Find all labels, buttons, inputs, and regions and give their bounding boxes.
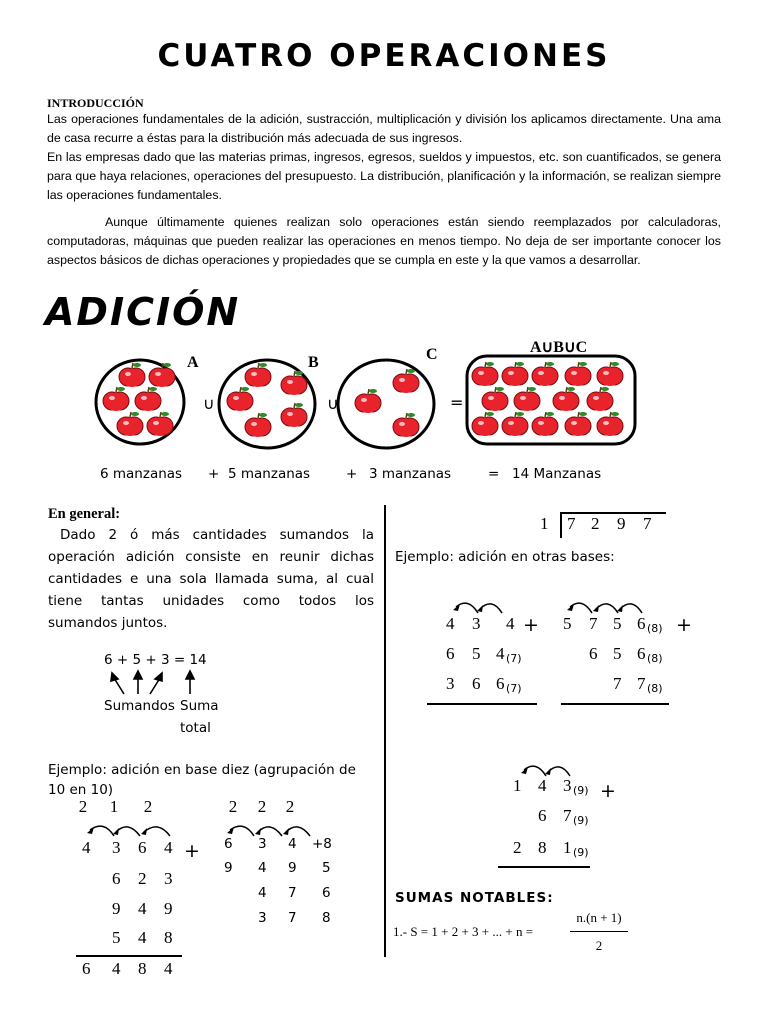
set-c-label: C <box>426 346 438 363</box>
notable-sums-heading: SUMAS NOTABLES: <box>395 890 554 906</box>
label-total: total <box>180 720 211 736</box>
equation-arrows <box>100 668 210 700</box>
set-b-label: B <box>308 354 319 371</box>
ex9-sum-line <box>498 866 590 868</box>
ex7-plus: + <box>523 614 539 636</box>
count-total: 14 Manzanas <box>512 466 602 482</box>
ex2-carry-arrows <box>224 818 324 840</box>
ex8-sum-line <box>561 703 669 705</box>
count-equals: = <box>488 466 500 482</box>
notable-formula-left: 1.- S = 1 + 2 + 3 + ... + n = <box>393 924 534 939</box>
count-a: 6 manzanas <box>100 466 183 482</box>
example-equation: 6 + 5 + 3 = 14 <box>104 652 207 668</box>
top-number: 1 7 2 9 7 <box>540 514 652 533</box>
general-heading: En general: <box>48 506 121 522</box>
top-number-line <box>560 512 666 514</box>
union-symbol-2: ∪ <box>327 394 339 413</box>
label-suma: Suma <box>180 698 219 714</box>
ex1-carry-2: 1 <box>109 797 119 816</box>
count-plus-2: + <box>346 466 358 482</box>
top-number-bar <box>560 512 562 538</box>
equals-symbol: = <box>450 393 464 412</box>
base-ten-caption: Ejemplo: adición en base diez (agrupación de 10 en 10) <box>48 762 356 798</box>
ex1-carry-arrows <box>82 818 182 840</box>
ex1-plus: + <box>184 840 200 862</box>
intro-paragraph-1: Las operaciones fundamentales de la adición, sustracción, multiplicación y división los aplicamos directamente. Una ama de casa recurre a éstas para la distribución más adecuada de sus ingresos. <box>47 112 721 145</box>
other-bases-caption: Ejemplo: adición en otras bases: <box>395 549 615 565</box>
general-text: Dado 2 ó más cantidades sumandos la operación adición consiste en reunir dichas cantidades e una sola llamada suma, al cual tiene tantas unidades como todos los sumandos juntos. <box>48 527 374 631</box>
set-union-label: A∪B∪C <box>530 339 588 356</box>
count-c: 3 manzanas <box>369 466 452 482</box>
section-title: ADICIÓN <box>45 290 241 334</box>
intro-paragraph-2: En las empresas dado que las materias primas, ingresos, egresos, sueldos y impuestos, etc. son cuantificados, se genera para que haya relaciones, operaciones del presupuesto. La distribución, planificación y la información, se realizan siempre las operaciones fundamentales. <box>47 150 721 202</box>
ex2-carry-2: 2 <box>257 797 267 816</box>
ex7-sum-line <box>427 703 537 705</box>
set-c <box>338 360 434 448</box>
ex1-sum-line <box>76 955 182 957</box>
ex9-plus: + <box>600 780 616 802</box>
notable-fraction-bar <box>570 931 628 932</box>
count-plus-1: + <box>208 466 220 482</box>
sets-diagram <box>90 340 650 455</box>
notable-denominator: 2 <box>595 938 603 953</box>
count-b: 5 manzanas <box>228 466 311 482</box>
ex8-plus: + <box>676 614 692 636</box>
column-divider <box>384 505 386 957</box>
notable-numerator: n.(n + 1) <box>576 910 622 925</box>
page-title: CUATRO OPERACIONES <box>157 38 611 74</box>
intro-heading: INTRODUCCIÓN <box>47 96 144 110</box>
union-symbol-1: ∪ <box>203 394 215 413</box>
ex1-carry-1: 2 <box>78 797 88 816</box>
ex1-carry-3: 2 <box>143 797 153 816</box>
ex2-carry-3: 2 <box>285 797 295 816</box>
intro-paragraph-3: Aunque últimamente quienes realizan solo operaciones están siendo reemplazados por calculadoras, computadoras, máquinas que pueden realizar las operaciones en menos tiempo. No deja de ser importante conocer los aspectos básicos de dichas operaciones y propiedades que se cumpla en este y la que vamos a desarrollar. <box>47 215 721 267</box>
ex8-carry-arrows <box>566 595 646 617</box>
set-a-label: A <box>187 354 199 371</box>
ex2-carry-1: 2 <box>228 797 238 816</box>
label-sumandos: Sumandos <box>104 698 175 714</box>
